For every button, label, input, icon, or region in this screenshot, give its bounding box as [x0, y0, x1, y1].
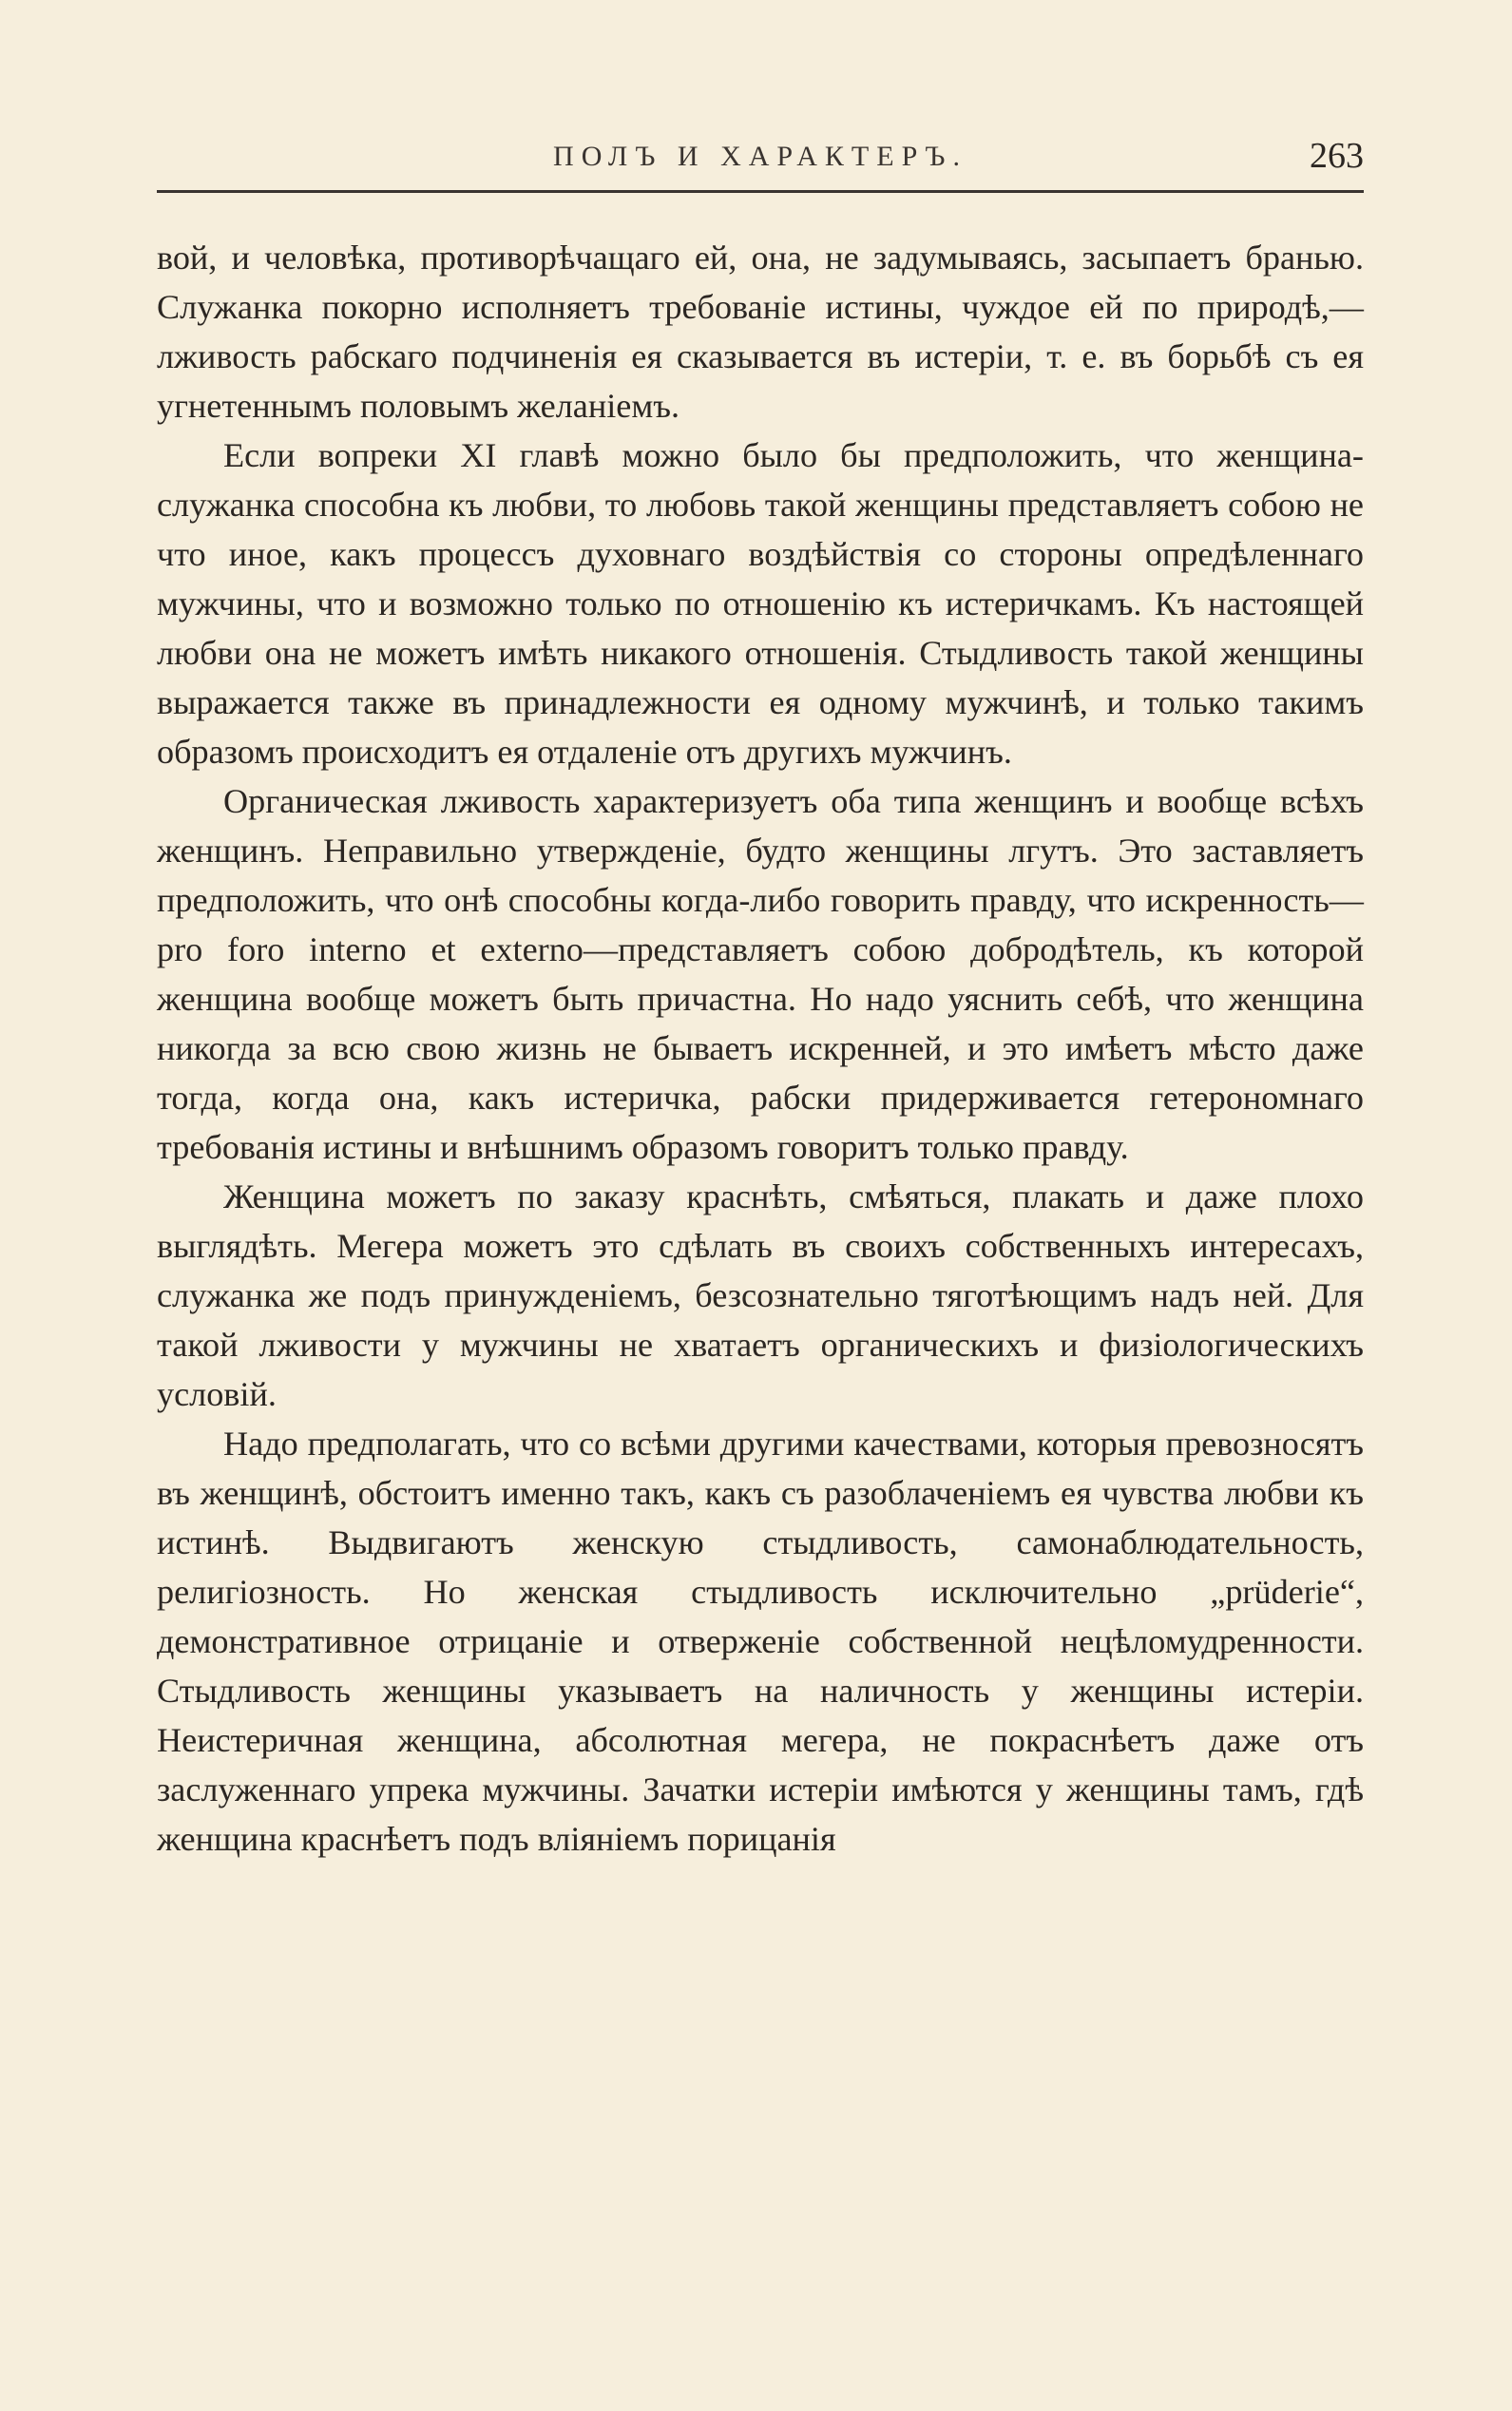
- paragraph: вой, и человѣка, противорѣчащаго ей, она, не задумываясь, засыпаетъ бранью. Служанка покорно исполняетъ требованіе истины, чуждое ей по природѣ,—лживость рабскаго подчиненія ея сказывается въ истеріи, т. е. въ борьбѣ съ ея угнетеннымъ половымъ желаніемъ.: [157, 239, 1364, 425]
- body-text: [157, 233, 1364, 1864]
- running-head: [157, 136, 1364, 188]
- page-number: 263: [1310, 136, 1364, 176]
- running-title: ПОЛЪ И ХАРАКТЕРЪ.: [553, 141, 967, 172]
- paragraph: Женщина можетъ по заказу краснѣть, смѣяться, плакать и даже плохо выглядѣть. Мегера можетъ это сдѣлать въ своихъ собственныхъ интересахъ, служанка же подъ принужденіемъ, безсознательно тяготѣющимъ надъ ней. Для такой лживости у мужчины не хватаетъ органическихъ и физіологическихъ условій.: [157, 1177, 1364, 1413]
- paragraph: Надо предполагать, что со всѣми другими качествами, которыя превозносятъ въ женщинѣ, обстоитъ именно такъ, какъ съ разоблаченіемъ ея чувства любви къ истинѣ. Выдвигаютъ женскую стыдливость, самонаблюдательность, религіозность. Но женская стыдливость исключительно „prüderie“, демонстративное отрицаніе и отверженіе собственной нецѣломудренности. Стыдливость женщины указываетъ на наличность у женщины истеріи. Неистеричная женщина, абсолютная мегера, не покраснѣетъ даже отъ заслуженнаго упрека мужчины. Зачатки истеріи имѣются у женщины тамъ, гдѣ женщина краснѣетъ подъ вліяніемъ порицанія: [157, 1425, 1364, 1858]
- paragraph: Органическая лживость характеризуетъ оба типа женщинъ и вообще всѣхъ женщинъ. Неправильно утвержденіе, будто женщины лгутъ. Это заставляетъ предположить, что онѣ способны когда-либо говорить правду, что искренность—pro foro interno et externo—представляетъ собою добродѣтель, къ которой женщина вообще можетъ быть причастна. Но надо уяснить себѣ, что женщина никогда за всю свою жизнь не бываетъ искренней, и это имѣетъ мѣсто даже тогда, когда она, какъ истеричка, рабски придерживается гетерономнаго требованія истины и внѣшнимъ образомъ говоритъ только правду.: [157, 782, 1364, 1166]
- paragraph: Если вопреки XI главѣ можно было бы предположить, что женщина-служанка способна къ любви, то любовь такой женщины представляетъ собою не что иное, какъ процессъ духовнаго воздѣйствія со стороны опредѣленнаго мужчины, что и возможно только по отношенію къ истеричкамъ. Къ настоящей любви она не можетъ имѣть никакого отношенія. Стыдливость такой женщины выражается также въ принадлежности ея одному мужчинѣ, и только такимъ образомъ происходитъ ея отдаленіе отъ другихъ мужчинъ.: [157, 436, 1364, 771]
- header-rule: [157, 190, 1364, 193]
